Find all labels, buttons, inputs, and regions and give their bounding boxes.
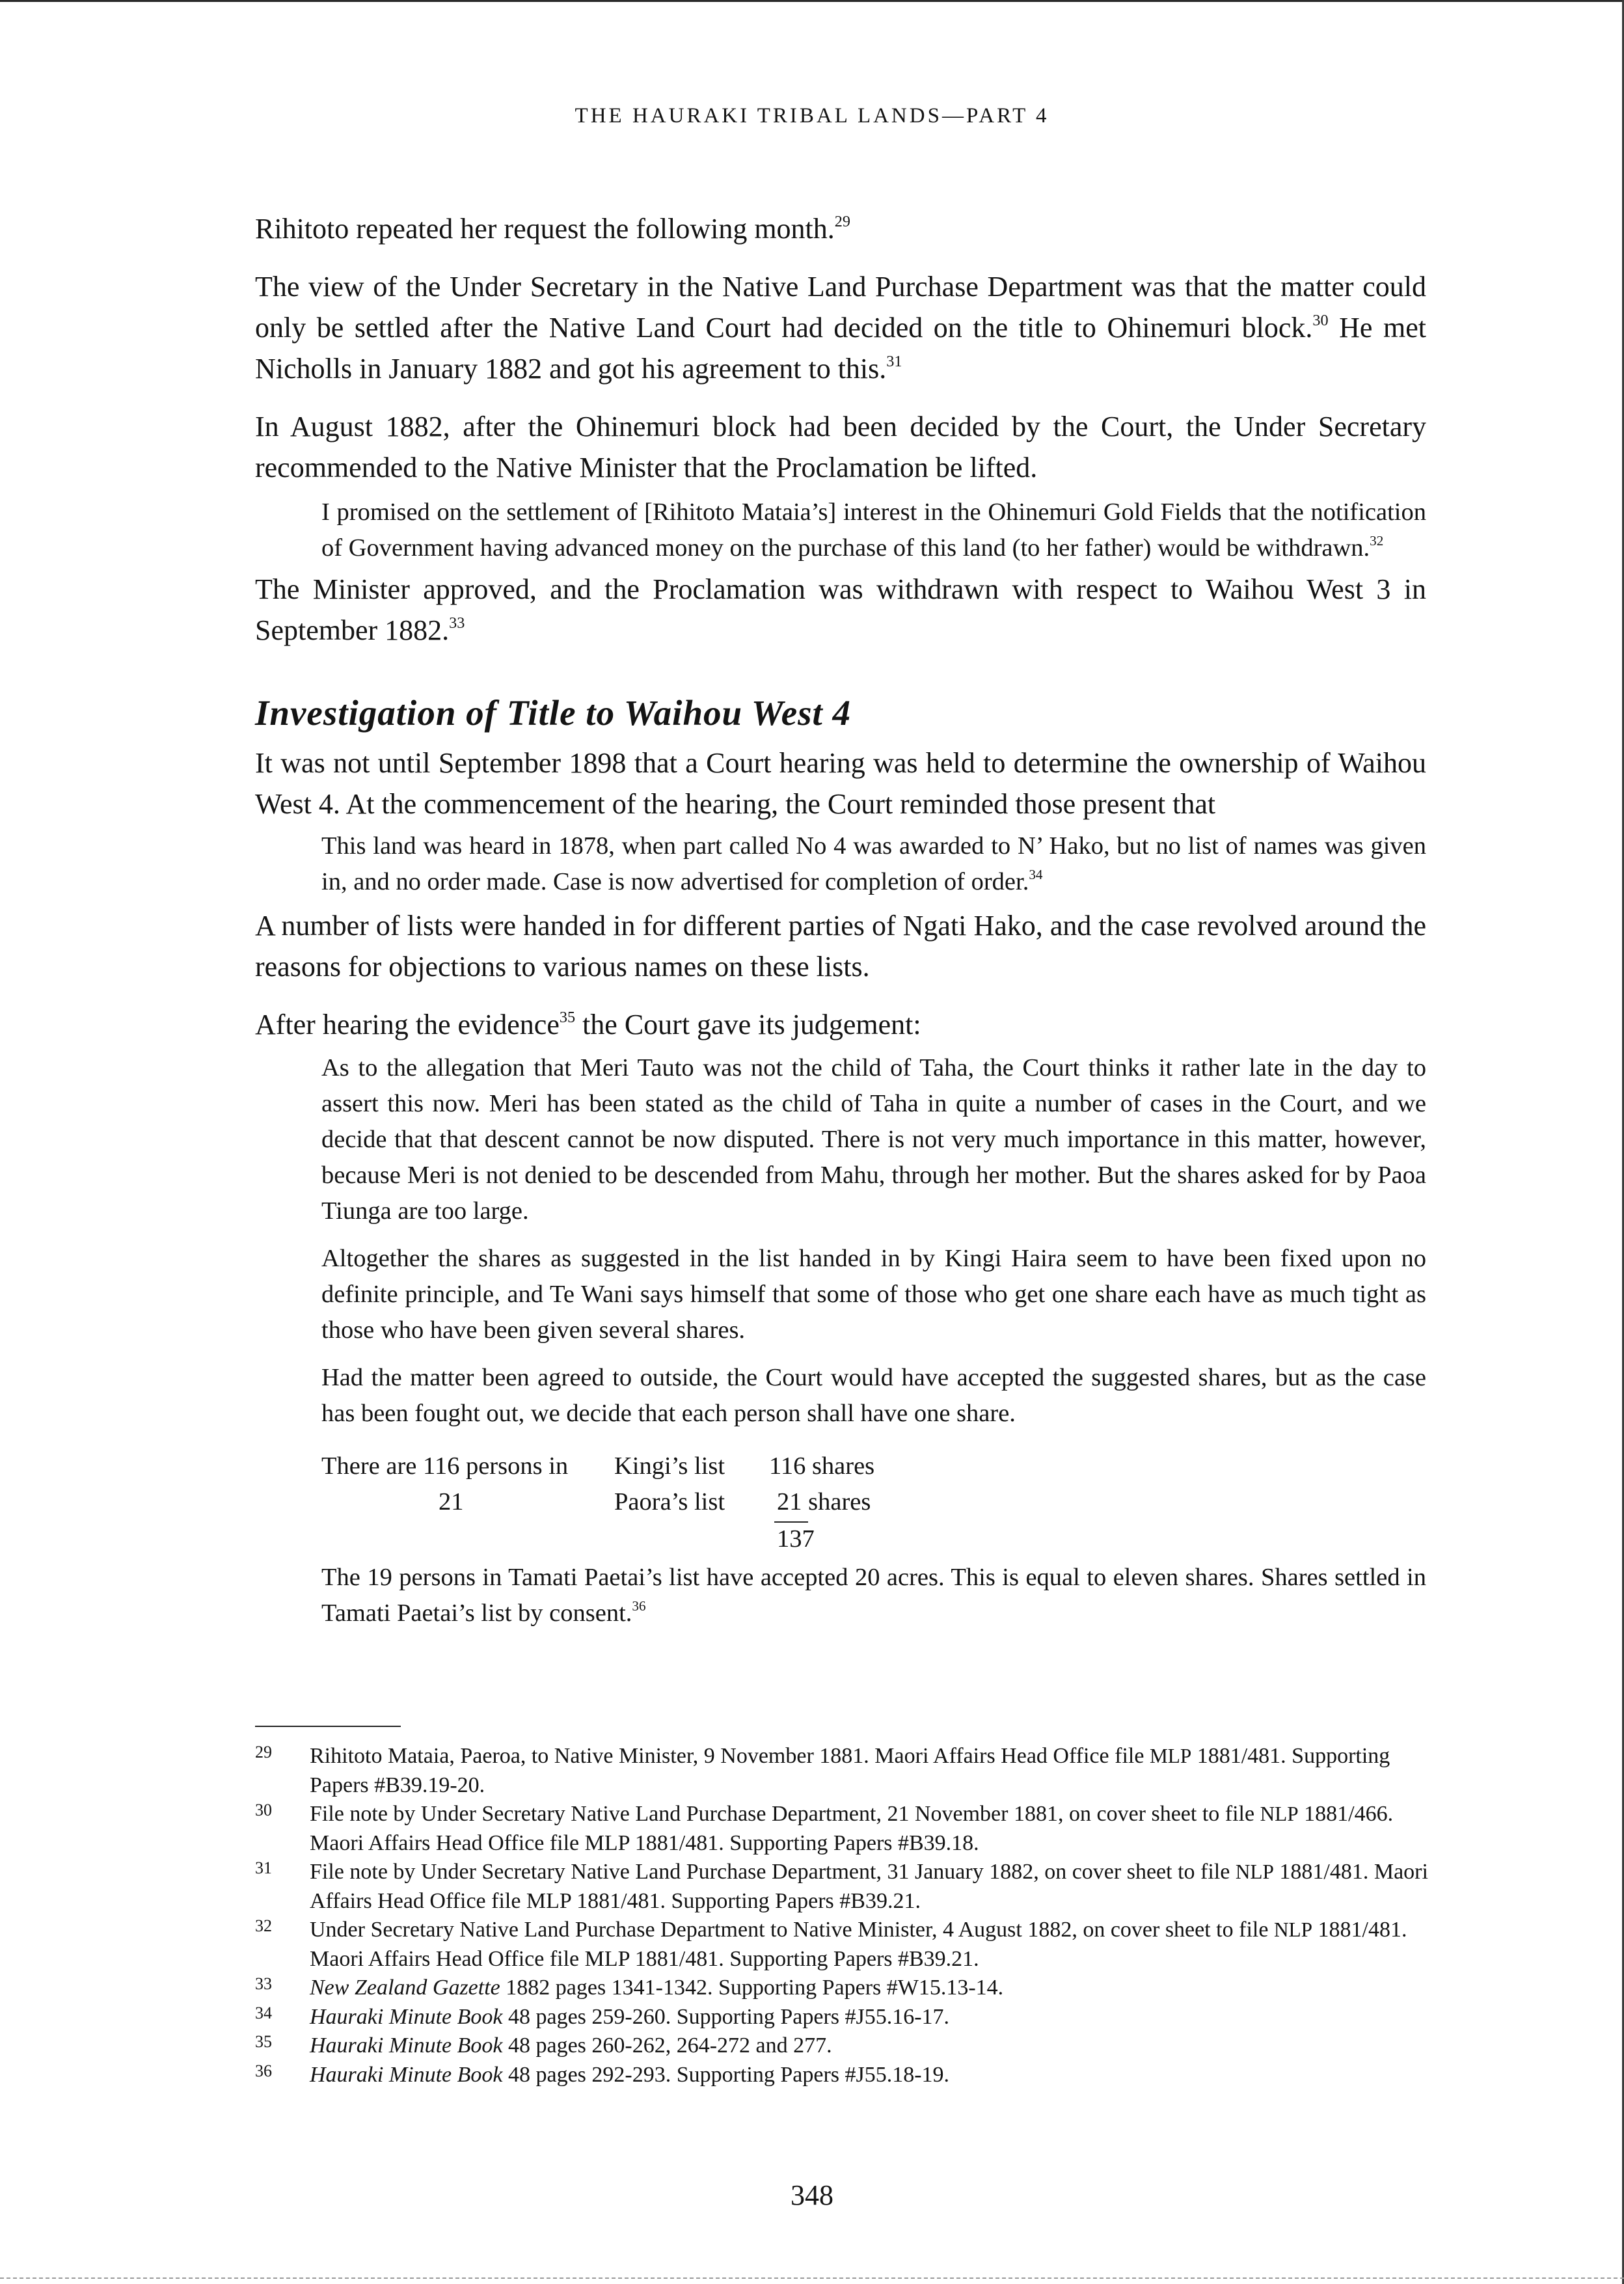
paragraph-3: In August 1882, after the Ohinemuri block had been decided by the Court, the Under Secretary recommended to the Native Minister that the Proclamation be lifted. [255,411,1426,483]
footnote-ref-31[interactable]: 31 [886,352,902,370]
footnote: 35 Hauraki Minute Book 48 pages 260-262, 264-272 and 277. [255,2032,1446,2061]
footnote-number: 31 [255,1858,272,1877]
block-quote-5: Had the matter been agreed to outside, the Court would have accepted the suggested shares, but as the case has been fought out, we decide that each person shall have one share. [321,1364,1426,1427]
running-header: THE HAURAKI TRIBAL LANDS—PART 4 [575,104,1049,128]
paragraph-4: The Minister approved, and the Proclamation was withdrawn with respect to Waihou West 3 in September 1882.33 [255,573,1426,646]
footnote-number: 34 [255,2003,272,2022]
section-heading: Investigation of Title to Waihou West 4 [255,693,852,733]
footnote: 31 File note by Under Secretary Native Land Purchase Department, 31 January 1882, on cover sheet to file NLP 1881/481. Maori Affairs Head Office file MLP 1881/481. Supporting Papers #B39.21. [255,1858,1446,1916]
scan-edge [0,2276,1624,2279]
footnote-number: 29 [255,1743,272,1761]
block-quote-1: I promised on the settlement of [Rihitoto Mataia’s] interest in the Ohinemuri Gold Fields that the notification of Government having advanced money on the purchase of this land (to her father) would be withdrawn.$^{32}$ [321,498,1426,562]
paragraph-6: A number of lists were handed in for different parties of Ngati Hako, and the case revolved around the reasons for objections to various names on these lists. [255,910,1426,983]
footnote: 33 New Zealand Gazette 1882 pages 1341-1342. Supporting Papers #W15.13-14. [255,1974,1446,2003]
block-quote-3: As to the allegation that Meri Tauto was not the child of Taha, the Court thinks it rather late in the day to assert this now. Meri has been stated as the child of Taha in quite a number of cases in the Court, and we decide that that descent cannot be now disputed. There is not very much importance in this matter, however, because Meri is not denied to be descended from Mahu, through her mother. But the shares asked for by Paoa Tiunga are too large. [321,1054,1426,1225]
footnote-ref-34[interactable]: 34 [1029,867,1043,883]
top-border [0,0,1624,2]
footnote-ref-33[interactable]: 33 [449,614,465,632]
footnote-number: 32 [255,1916,272,1935]
footnote-ref-36[interactable]: 36 [632,1598,646,1614]
table-cell: There are 116 persons in [321,1452,569,1480]
footnote-ref-35[interactable]: 35 [559,1008,576,1026]
block-quote-6: The 19 persons in Tamati Paetai’s list have accepted 20 acres. This is equal to eleven shares. Shares settled in Tamati Paetai’s list by consent.$^{36}$ [321,1564,1426,1627]
table-cell: Paora’s list [614,1488,725,1516]
footnote-ref-30[interactable]: 30 [1312,311,1329,329]
footnotes [255,1742,1446,2089]
paragraph-5: It was not until September 1898 that a Court hearing was held to determine the ownership of Waihou West 4. At the commencement of the hearing, the Court reminded those present that [255,747,1426,820]
table-cell: 21 shares [777,1488,871,1516]
page-number: 348 [791,2179,833,2211]
block-quote-2: This land was heard in 1878, when part called No 4 was awarded to N’ Hako, but no list of names was given in, and no order made. Case is now advertised for completion of order.$^{34}$ [321,832,1426,895]
footnote-number: 36 [255,2061,272,2080]
footnote: 29 Rihitoto Mataia, Paeroa, to Native Minister, 9 November 1881. Maori Affairs Head Office file MLP 1881/481. Supporting Papers #B39.19-20. [255,1742,1446,1800]
footnote-divider [255,1726,401,1727]
shares-table [321,1448,1426,1556]
footnote-number: 35 [255,2032,272,2051]
footnote-ref-29[interactable]: 29 [834,212,850,230]
footnote-ref-32[interactable]: 32 [1370,533,1384,549]
footnote: 32 Under Secretary Native Land Purchase Department to Native Minister, 4 August 1882, on cover sheet to file NLP 1881/481. Maori Affairs Head Office file MLP 1881/481. Supporting Papers #B39.21. [255,1916,1446,1974]
table-cell: Kingi’s list [614,1452,725,1480]
body-text [255,208,1426,1631]
footnote: 34 Hauraki Minute Book 48 pages 259-260. Supporting Papers #J55.16-17. [255,2003,1446,2032]
footnote: 30 File note by Under Secretary Native Land Purchase Department, 21 November 1881, on cover sheet to file NLP 1881/466. Maori Affairs Head Office file MLP 1881/481. Supporting Papers #B39.18. [255,1800,1446,1858]
paragraph-1: Rihitoto repeated her request the following month.$^{29}$ [255,212,850,245]
paragraph-2: The view of the Under Secretary in the Native Land Purchase Department was that the matter could only be settled after the Native Land Court had decided on the title to Ohinemuri block.$^{30}$ He met Nicholls in January 1882 and got his agreement to this.$^{31}$ [255,271,1426,385]
table-cell: 116 shares [769,1452,875,1480]
footnote-number: 33 [255,1974,272,1993]
block-quote-4: Altogether the shares as suggested in the list handed in by Kingi Haira seem to have been fixed upon no definite principle, and Te Wani says himself that some of those who get one share each have as much tight as those who have been given several shares. [321,1245,1426,1344]
footnote-number: 30 [255,1801,272,1819]
footnote: 36 Hauraki Minute Book 48 pages 292-293. Supporting Papers #J55.18-19. [255,2061,1446,2090]
table-total: 137 [777,1525,815,1553]
paragraph-7: After hearing the evidence$^{35}$ the Court gave its judgement: [255,1008,921,1040]
table-cell: 21 [439,1488,464,1516]
